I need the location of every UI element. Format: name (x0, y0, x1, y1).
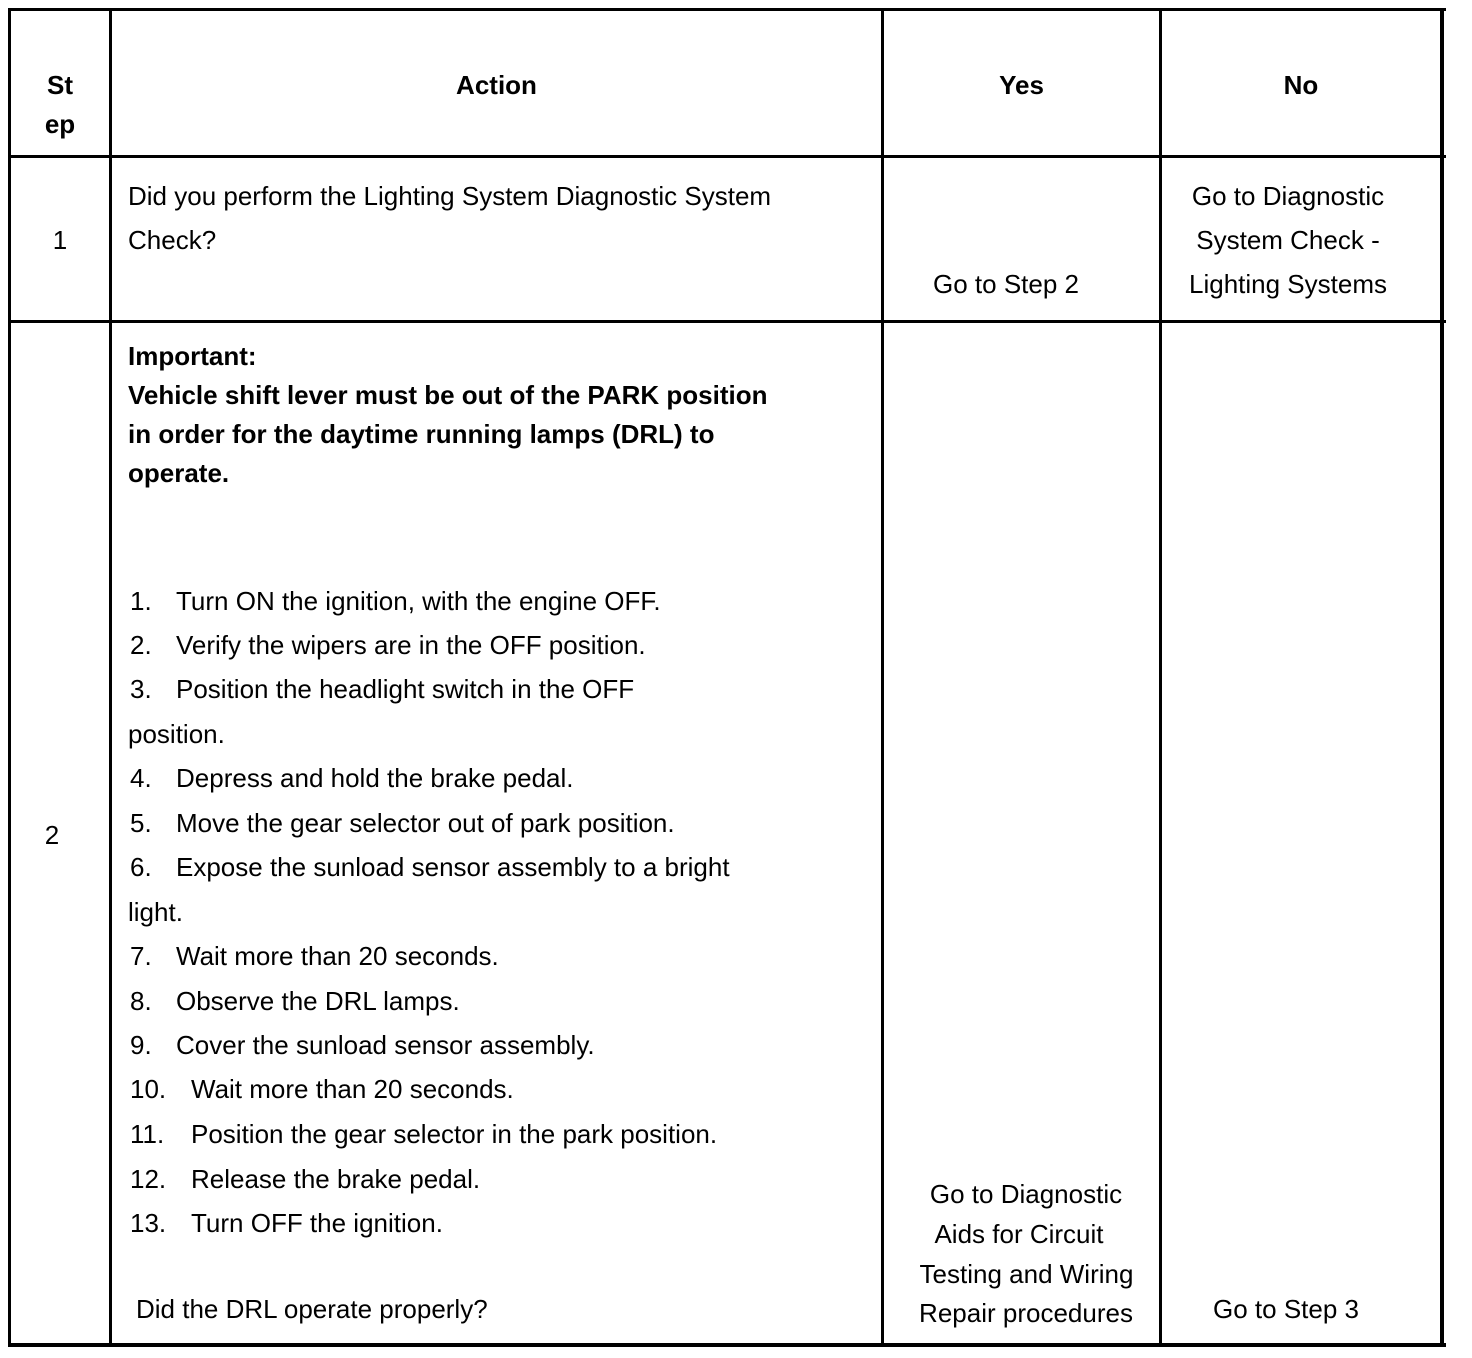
step-9-text: Cover the sunload sensor assembly. (176, 1030, 595, 1060)
step-8-number: 8. (130, 986, 152, 1016)
step-9-number: 9. (130, 1030, 152, 1060)
table-border-right (1440, 8, 1444, 1347)
important-label: Important: (128, 341, 257, 371)
important-line3: operate. (128, 458, 230, 488)
header-action: Action (456, 70, 537, 100)
step-3-text: Position the headlight switch in the OFF (176, 674, 635, 704)
step-1-number: 1. (130, 586, 152, 616)
header-step-line1: St (47, 70, 73, 100)
step-5-text: Move the gear selector out of park position. (176, 808, 675, 838)
row2-step-number: 2 (44, 820, 60, 850)
step-5-number: 5. (130, 808, 152, 838)
row1-no-line1[interactable]: Go to Diagnostic (1191, 181, 1385, 211)
table-border-left (8, 8, 11, 1347)
step-8-text: Observe the DRL lamps. (176, 986, 460, 1016)
step-4-text: Depress and hold the brake pedal. (176, 763, 574, 793)
important-line2: in order for the daytime running lamps (DRL) to (128, 419, 715, 449)
step-10-number: 10. (130, 1074, 167, 1104)
step-13-number: 13. (130, 1208, 167, 1238)
row1-no-line3[interactable]: Lighting Systems (1189, 269, 1387, 299)
step-10-text: Wait more than 20 seconds. (191, 1074, 514, 1104)
step-1-text: Turn ON the ignition, with the engine OFF. (176, 586, 661, 616)
header-divider (8, 155, 1446, 158)
step-4-number: 4. (130, 763, 152, 793)
row1-yes-link[interactable]: Go to Step 2 (933, 269, 1079, 299)
row2-yes-line4[interactable]: Repair procedures (919, 1298, 1133, 1328)
row2-yes-line3[interactable]: Testing and Wiring (919, 1259, 1134, 1289)
row2-no-link[interactable]: Go to Step 3 (1213, 1294, 1359, 1324)
row1-step-number: 1 (52, 225, 68, 255)
step-12-number: 12. (130, 1164, 167, 1194)
step-6-text: Expose the sunload sensor assembly to a bright (176, 852, 730, 882)
step-11-text: Position the gear selector in the park position. (191, 1119, 718, 1149)
step-11-number: 11. (130, 1119, 165, 1149)
table-border-top (8, 8, 1446, 11)
step-3-number: 3. (130, 674, 152, 704)
table-border-bottom (8, 1343, 1446, 1347)
row2-yes-line2[interactable]: Aids for Circuit (934, 1219, 1104, 1249)
important-line1: Vehicle shift lever must be out of the PARK position (128, 380, 768, 410)
row2-yes-line1[interactable]: Go to Diagnostic (929, 1179, 1123, 1209)
header-step-line2: ep (44, 109, 76, 139)
row2-question: Did the DRL operate properly? (136, 1294, 488, 1324)
row1-action-line1: Did you perform the Lighting System Diagnostic System (128, 181, 772, 211)
step-7-text: Wait more than 20 seconds. (176, 941, 499, 971)
row1-action-line2: Check? (128, 225, 217, 255)
step-12-text: Release the brake pedal. (191, 1164, 481, 1194)
step-7-number: 7. (130, 941, 152, 971)
column-divider-action (881, 8, 884, 1347)
step-2-number: 2. (130, 630, 152, 660)
header-no: No (1283, 70, 1319, 100)
step-6-continuation: light. (128, 897, 183, 927)
column-divider-step (109, 8, 112, 1347)
step-13-text: Turn OFF the ignition. (191, 1208, 443, 1238)
step-2-text: Verify the wipers are in the OFF position. (176, 630, 646, 660)
header-yes: Yes (999, 70, 1044, 100)
row1-no-line2[interactable]: System Check - (1196, 225, 1380, 255)
row-divider (8, 320, 1446, 323)
step-6-number: 6. (130, 852, 152, 882)
step-3-continuation: position. (128, 719, 225, 749)
